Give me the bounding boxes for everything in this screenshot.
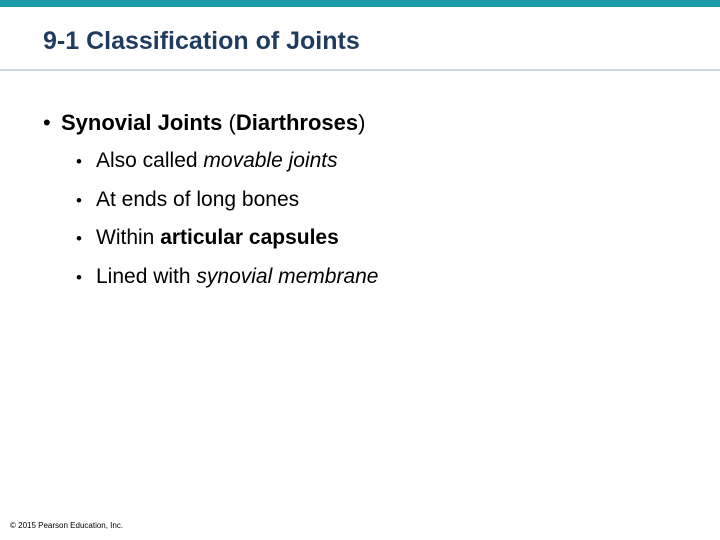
main-bullet (43, 110, 365, 136)
bullet-marker: • (76, 229, 82, 248)
bullet-marker: • (76, 152, 82, 171)
main-bullet-paren-open: ( (222, 110, 236, 135)
slide-title: 9-1 Classification of Joints (43, 27, 360, 55)
title-area (0, 7, 720, 69)
sub-bullet-emphasis: synovial membrane (196, 264, 379, 288)
sub-bullet-emphasis: articular capsules (160, 226, 339, 249)
main-bullet-paren-close: ) (358, 110, 366, 135)
copyright-footer: © 2015 Pearson Education, Inc. (10, 521, 124, 530)
sub-bullet-text: Lined with (96, 264, 197, 288)
sub-bullet-item (76, 225, 379, 264)
sub-bullet-item (76, 187, 379, 226)
sub-bullet-text: Also called (96, 149, 204, 172)
sub-bullet-item (76, 264, 379, 303)
title-divider (0, 69, 720, 71)
sub-bullet-item (76, 148, 379, 187)
main-bullet-term: Synovial Joints (61, 110, 223, 135)
bullet-marker: • (76, 267, 82, 287)
bullet-marker: • (76, 190, 82, 210)
sub-bullet-text: At ends of long bones (96, 187, 300, 211)
sub-bullet-emphasis: movable joints (203, 149, 338, 172)
sub-bullet-text: Within (96, 226, 161, 249)
top-accent-bar (0, 0, 720, 7)
main-bullet-alt-term: Diarthroses (235, 110, 359, 135)
bullet-marker: • (43, 110, 51, 135)
sub-bullet-list (76, 148, 379, 302)
